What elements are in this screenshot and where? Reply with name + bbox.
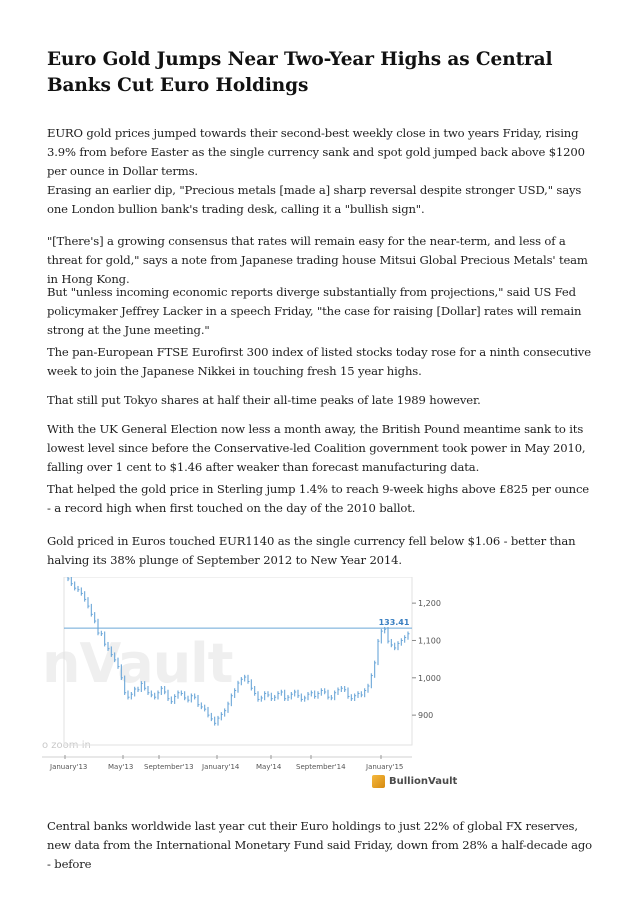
y-tick-label: 1,200 [418, 599, 441, 609]
plot-frame [64, 577, 412, 745]
paragraph-4: But "unless incoming economic reports diverge substantially from projections," said US Fed policymaker Jeffrey Lacker in a speech Friday, "the case for raising [Dollar] rates will remain strong at the June meeting." [47, 285, 582, 337]
brand-badge [372, 775, 457, 788]
paragraph-5: The pan-European FTSE Eurofirst 300 index of listed stocks today rose for a ninth consecutive week to join the Japanese Nikkei in touching fresh 15 year highs. [47, 345, 591, 378]
x-tick-label: January'14 [202, 763, 240, 771]
x-tick-label: January'15 [366, 763, 404, 771]
x-tick-label: May'14 [256, 763, 282, 771]
zoom-hint: o zoom in [42, 740, 91, 751]
chart-plot [42, 577, 452, 777]
paragraph-10: Central banks worldwide last year cut their Euro holdings to just 22% of global FX reserves, new data from the International Monetary Fund said Friday, down from 28% a half-decade ago - before [47, 819, 592, 871]
y-tick-label: 900 [418, 711, 434, 721]
x-tick-label: May'13 [108, 763, 134, 771]
chart-watermark: nVault [42, 632, 233, 695]
paragraph-9: Gold priced in Euros touched EUR1140 as the single currency fell below $1.06 - better than halving its 38% plunge of September 2012 to New Year 2014. [47, 534, 576, 567]
paragraph-1: EURO gold prices jumped towards their second-best weekly close in two years Friday, rising 3.9% from before Easter as the single currency sank and spot gold jumped back above $1200 per ounce in Dollar terms. [47, 126, 585, 178]
paragraph-6: That still put Tokyo shares at half their all-time peaks of late 1989 however. [47, 393, 481, 407]
paragraph-3: "[There's] a growing consensus that rates will remain easy for the near-term, and less of a threat for gold," says a note from Japanese trading house Mitsui Global Precious Metals' team in Hong Kong. [47, 234, 588, 286]
paragraph-2: Erasing an earlier dip, "Precious metals [made a] sharp reversal despite stronger USD," says one London bullion bank's trading desk, calling it a "bullish sign". [47, 183, 582, 216]
gold-price-chart [42, 577, 458, 797]
bullionvault-logo-icon [372, 775, 385, 788]
paragraph-8: That helped the gold price in Sterling jump 1.4% to reach 9-week highs above £825 per ounce - a record high when first touched on the day of the 2010 ballot. [47, 482, 590, 515]
x-tick-label: January'13 [50, 763, 88, 771]
current-value-label: 133.41 [378, 618, 410, 628]
y-tick-label: 1,000 [418, 673, 441, 683]
article-title: Euro Gold Jumps Near Two-Year Highs as Central Banks Cut Euro Holdings [47, 49, 553, 96]
x-tick-label: September'13 [144, 763, 194, 771]
y-tick-label: 1,100 [418, 636, 441, 646]
x-tick-label: September'14 [296, 763, 346, 771]
brand-name: BullionVault [389, 776, 458, 787]
paragraph-7: With the UK General Election now less a month away, the British Pound meantime sank to its lowest level since before the Conservative-led Coalition government took power in May 2010, falling over 1 cent to $1.46 after weaker than forecast manufacturing data. [47, 422, 586, 474]
